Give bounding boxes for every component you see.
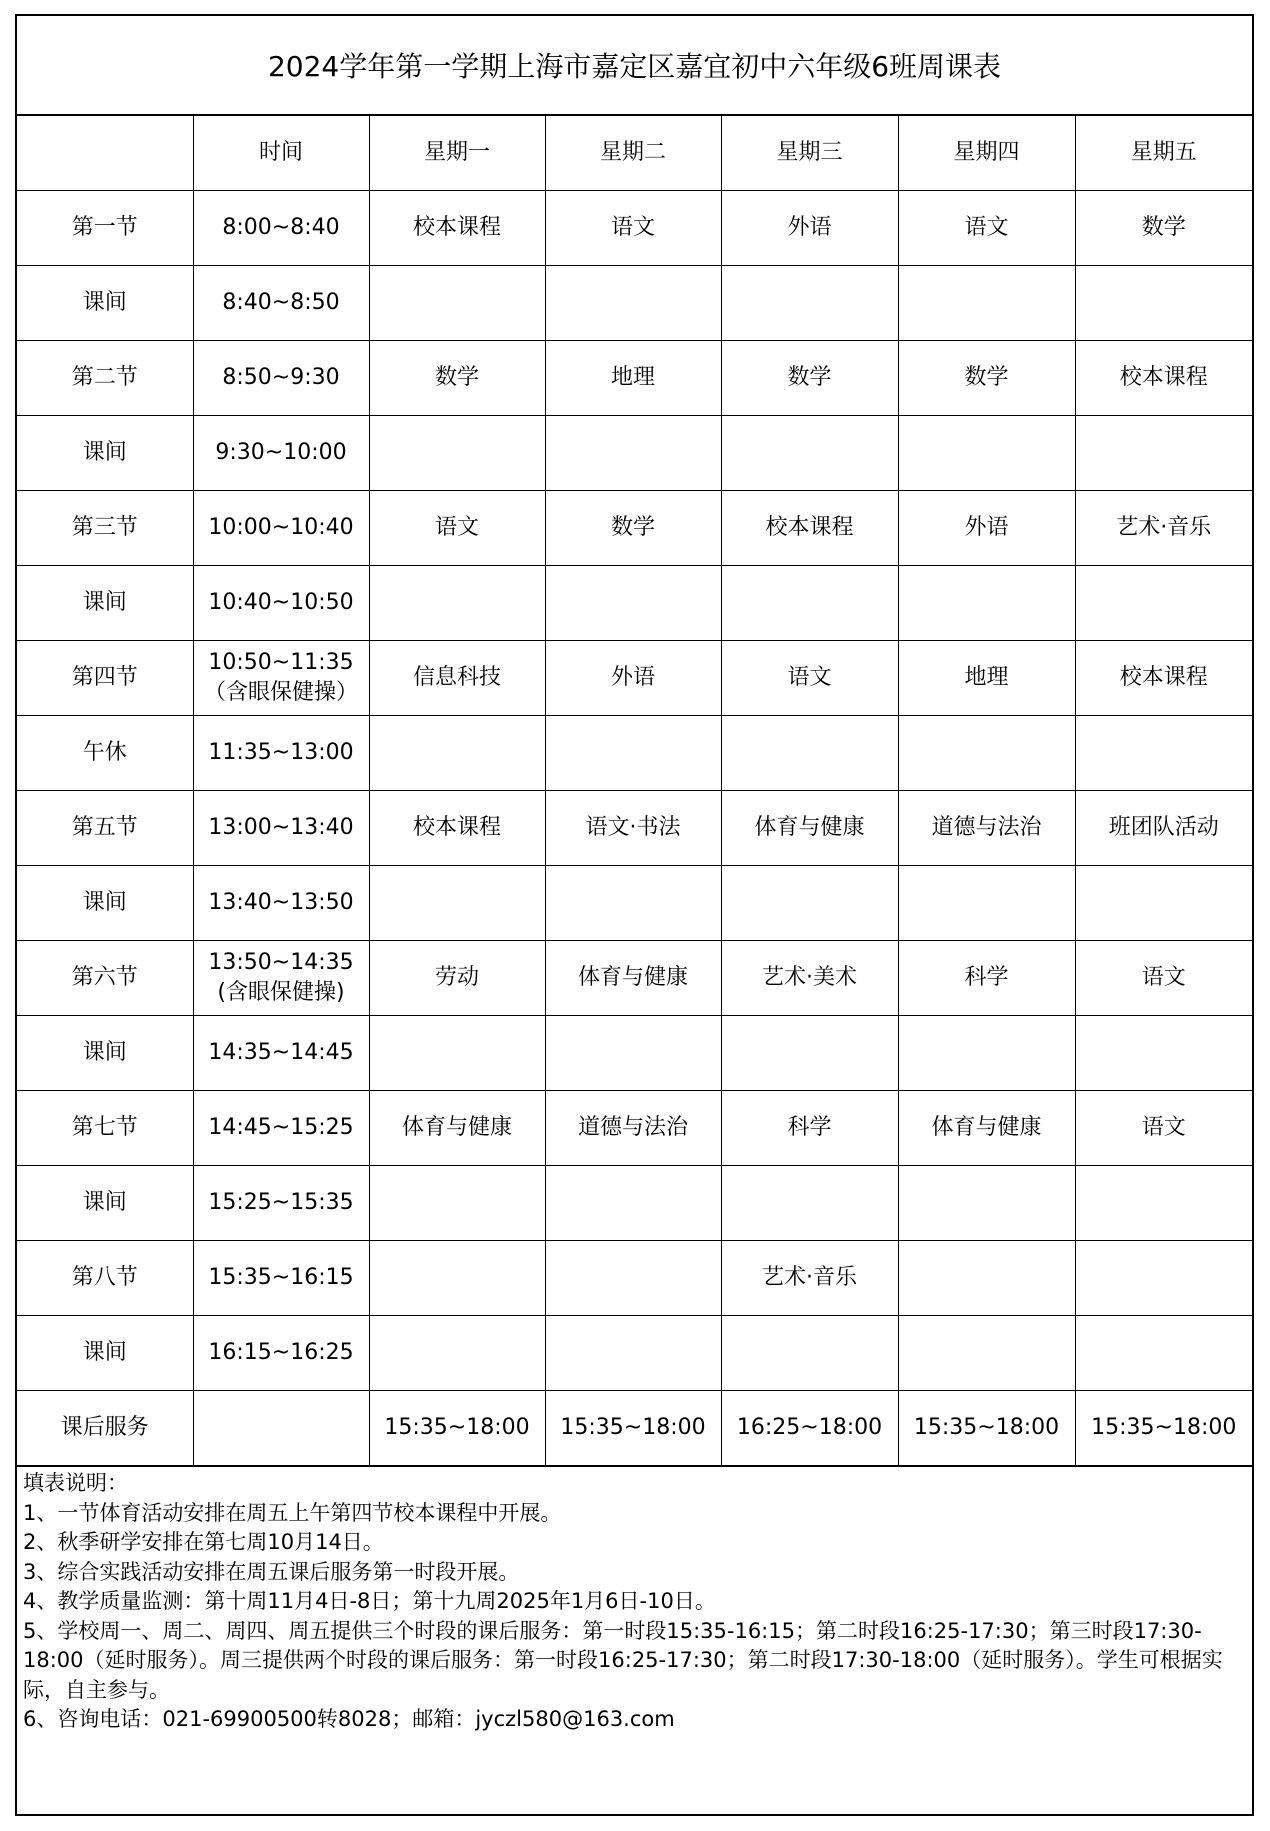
period-time-note: （含眼保健操）: [203, 680, 358, 705]
table-row: [17, 641, 1252, 716]
table-row: [17, 791, 1252, 866]
period-label: 第七节: [17, 1091, 193, 1166]
header-cell-friday: 星期五: [1075, 116, 1252, 191]
period-time: [193, 641, 369, 716]
header-cell-tuesday: 星期二: [545, 116, 721, 191]
subject-cell: [545, 1166, 721, 1241]
table-row: [17, 1241, 1252, 1316]
period-time: [193, 1091, 369, 1166]
subject-cell: 校本课程: [1075, 341, 1252, 416]
subject-cell: [1075, 1316, 1252, 1391]
table-row: [17, 491, 1252, 566]
period-time: [193, 716, 369, 791]
subject-cell: 语文: [1075, 941, 1252, 1016]
subject-cell: [898, 866, 1075, 941]
subject-cell: [545, 416, 721, 491]
subject-cell: [369, 566, 545, 641]
subject-cell: [721, 566, 898, 641]
header-cell-thursday: 星期四: [898, 116, 1075, 191]
period-time-range: 10:50~11:35: [208, 650, 354, 675]
period-time: [193, 491, 369, 566]
subject-cell: 校本课程: [369, 191, 545, 266]
subject-cell: 校本课程: [1075, 641, 1252, 716]
period-label: 课间: [17, 266, 193, 341]
notes-section: [17, 1467, 1252, 1735]
note-line: 3、综合实践活动安排在周五课后服务第一时段开展。: [23, 1559, 520, 1584]
period-label: 课间: [17, 416, 193, 491]
period-time-range: 15:25~15:35: [208, 1190, 354, 1215]
subject-cell: 15:35~18:00: [545, 1391, 721, 1467]
period-label: 课间: [17, 566, 193, 641]
subject-cell: 地理: [898, 641, 1075, 716]
subject-cell: [1075, 416, 1252, 491]
subject-cell: 外语: [545, 641, 721, 716]
period-time: [193, 866, 369, 941]
period-time-range: 8:00~8:40: [222, 215, 340, 240]
table-row: [17, 416, 1252, 491]
subject-cell: [545, 1016, 721, 1091]
subject-cell: [369, 866, 545, 941]
subject-cell: 15:35~18:00: [898, 1391, 1075, 1467]
note-line: 2、秋季研学安排在第七周10月14日。: [23, 1530, 384, 1554]
subject-cell: [721, 716, 898, 791]
subject-cell: 道德与法治: [898, 791, 1075, 866]
period-label: 第五节: [17, 791, 193, 866]
period-time-range: 13:40~13:50: [208, 890, 354, 915]
subject-cell: 外语: [898, 491, 1075, 566]
note-line: 1、一节体育活动安排在周五上午第四节校本课程中开展。: [23, 1500, 562, 1525]
period-time-range: 15:35~16:15: [208, 1265, 354, 1290]
table-row: [17, 866, 1252, 941]
subject-cell: [721, 1166, 898, 1241]
table-row: [17, 941, 1252, 1016]
subject-cell: [898, 1166, 1075, 1241]
timetable-sheet: [15, 14, 1254, 1816]
subject-cell: 15:35~18:00: [369, 1391, 545, 1467]
table-row: [17, 716, 1252, 791]
period-time-range: 8:50~9:30: [222, 365, 340, 390]
subject-cell: [898, 416, 1075, 491]
subject-cell: 体育与健康: [898, 1091, 1075, 1166]
table-row: [17, 1316, 1252, 1391]
period-label: 第二节: [17, 341, 193, 416]
notes-heading: 填表说明：: [23, 1471, 128, 1495]
period-label: 第三节: [17, 491, 193, 566]
subject-cell: 数学: [369, 341, 545, 416]
subject-cell: [369, 1316, 545, 1391]
period-time-note: (含眼保健操): [217, 980, 345, 1005]
period-label: 第八节: [17, 1241, 193, 1316]
table-row: [17, 1166, 1252, 1241]
period-label: 课间: [17, 1016, 193, 1091]
table-row: [17, 1391, 1252, 1467]
header-cell-monday: 星期一: [369, 116, 545, 191]
period-time-range: 10:40~10:50: [208, 590, 354, 615]
subject-cell: 劳动: [369, 941, 545, 1016]
subject-cell: [898, 266, 1075, 341]
subject-cell: 科学: [721, 1091, 898, 1166]
period-time-range: 13:00~13:40: [208, 815, 354, 840]
subject-cell: 语文: [545, 191, 721, 266]
subject-cell: 15:35~18:00: [1075, 1391, 1252, 1467]
subject-cell: [545, 566, 721, 641]
subject-cell: 校本课程: [369, 791, 545, 866]
subject-cell: [898, 566, 1075, 641]
page-title: 2024学年第一学期上海市嘉定区嘉宜初中六年级6班周课表: [17, 16, 1252, 116]
subject-cell: [721, 866, 898, 941]
note-line: 5、学校周一、周二、周四、周五提供三个时段的课后服务：第一时段15:35-16:15；第二时段16:25-17:30；第三时段17:30-18:00（延时服务）。周三提供两个时段的课后服务：第一时段16:25-17:30；第二时段17:30-18:00（延时服务）。学生可根据实际，自主参与。: [23, 1618, 1223, 1702]
subject-cell: 语文: [898, 191, 1075, 266]
subject-cell: [898, 1241, 1075, 1316]
subject-cell: [545, 716, 721, 791]
period-label: 午休: [17, 716, 193, 791]
period-label: 课间: [17, 1166, 193, 1241]
period-time-range: 13:50~14:35: [208, 950, 354, 975]
subject-cell: [1075, 866, 1252, 941]
subject-cell: 语文·书法: [545, 791, 721, 866]
subject-cell: [369, 716, 545, 791]
table-row: [17, 341, 1252, 416]
subject-cell: 艺术·音乐: [1075, 491, 1252, 566]
period-time: [193, 191, 369, 266]
period-label: 第六节: [17, 941, 193, 1016]
note-line: 6、咨询电话：021-69900500转8028；邮箱：jyczl580@163.com: [23, 1707, 675, 1731]
subject-cell: 道德与法治: [545, 1091, 721, 1166]
subject-cell: [721, 1316, 898, 1391]
subject-cell: [898, 1316, 1075, 1391]
subject-cell: 数学: [898, 341, 1075, 416]
subject-cell: [1075, 566, 1252, 641]
subject-cell: [369, 416, 545, 491]
subject-cell: 艺术·音乐: [721, 1241, 898, 1316]
subject-cell: [898, 1016, 1075, 1091]
table-row: [17, 566, 1252, 641]
subject-cell: [369, 266, 545, 341]
period-time: [193, 1241, 369, 1316]
subject-cell: 体育与健康: [545, 941, 721, 1016]
period-time-range: 9:30~10:00: [215, 440, 347, 465]
period-time-range: 14:35~14:45: [208, 1040, 354, 1065]
subject-cell: 外语: [721, 191, 898, 266]
header-cell-time: 时间: [193, 116, 369, 191]
period-time-range: 10:00~10:40: [208, 515, 354, 540]
period-time-range: 11:35~13:00: [208, 740, 354, 765]
period-time-range: 8:40~8:50: [222, 290, 340, 315]
subject-cell: 艺术·美术: [721, 941, 898, 1016]
subject-cell: 体育与健康: [721, 791, 898, 866]
period-time: [193, 791, 369, 866]
subject-cell: [545, 1316, 721, 1391]
period-label: 第四节: [17, 641, 193, 716]
period-time: [193, 416, 369, 491]
subject-cell: [545, 866, 721, 941]
subject-cell: [721, 266, 898, 341]
subject-cell: [1075, 1166, 1252, 1241]
period-time: [193, 1316, 369, 1391]
period-label: 课间: [17, 866, 193, 941]
subject-cell: [1075, 716, 1252, 791]
subject-cell: 班团队活动: [1075, 791, 1252, 866]
subject-cell: [545, 266, 721, 341]
period-time: [193, 1166, 369, 1241]
subject-cell: 数学: [721, 341, 898, 416]
subject-cell: 语文: [369, 491, 545, 566]
subject-cell: [1075, 1016, 1252, 1091]
subject-cell: 科学: [898, 941, 1075, 1016]
period-time: [193, 1016, 369, 1091]
subject-cell: 体育与健康: [369, 1091, 545, 1166]
subject-cell: 语文: [1075, 1091, 1252, 1166]
subject-cell: 语文: [721, 641, 898, 716]
header-cell-blank: [17, 116, 193, 191]
period-time: [193, 266, 369, 341]
period-time: [193, 341, 369, 416]
note-line: 4、教学质量监测：第十周11月4日-8日；第十九周2025年1月6日-10日。: [23, 1589, 716, 1613]
subject-cell: [1075, 266, 1252, 341]
table-row: [17, 191, 1252, 266]
table-row: [17, 1016, 1252, 1091]
timetable: [17, 116, 1252, 1467]
subject-cell: 数学: [1075, 191, 1252, 266]
table-row: [17, 266, 1252, 341]
subject-cell: 校本课程: [721, 491, 898, 566]
timetable-body: [17, 116, 1252, 1466]
period-time: [193, 1391, 369, 1467]
period-label: 第一节: [17, 191, 193, 266]
table-row: [17, 1091, 1252, 1166]
period-label: 课间: [17, 1316, 193, 1391]
subject-cell: 信息科技: [369, 641, 545, 716]
period-time-range: 16:15~16:25: [208, 1340, 354, 1365]
subject-cell: [721, 1016, 898, 1091]
subject-cell: 地理: [545, 341, 721, 416]
subject-cell: [369, 1166, 545, 1241]
subject-cell: [1075, 1241, 1252, 1316]
period-time: [193, 566, 369, 641]
subject-cell: 数学: [545, 491, 721, 566]
subject-cell: [898, 716, 1075, 791]
subject-cell: [369, 1016, 545, 1091]
header-cell-wednesday: 星期三: [721, 116, 898, 191]
subject-cell: [721, 416, 898, 491]
period-time-range: 14:45~15:25: [208, 1115, 354, 1140]
subject-cell: [369, 1241, 545, 1316]
header-row: [17, 116, 1252, 191]
period-label: 课后服务: [17, 1391, 193, 1467]
period-time: [193, 941, 369, 1016]
subject-cell: [545, 1241, 721, 1316]
subject-cell: 16:25~18:00: [721, 1391, 898, 1467]
